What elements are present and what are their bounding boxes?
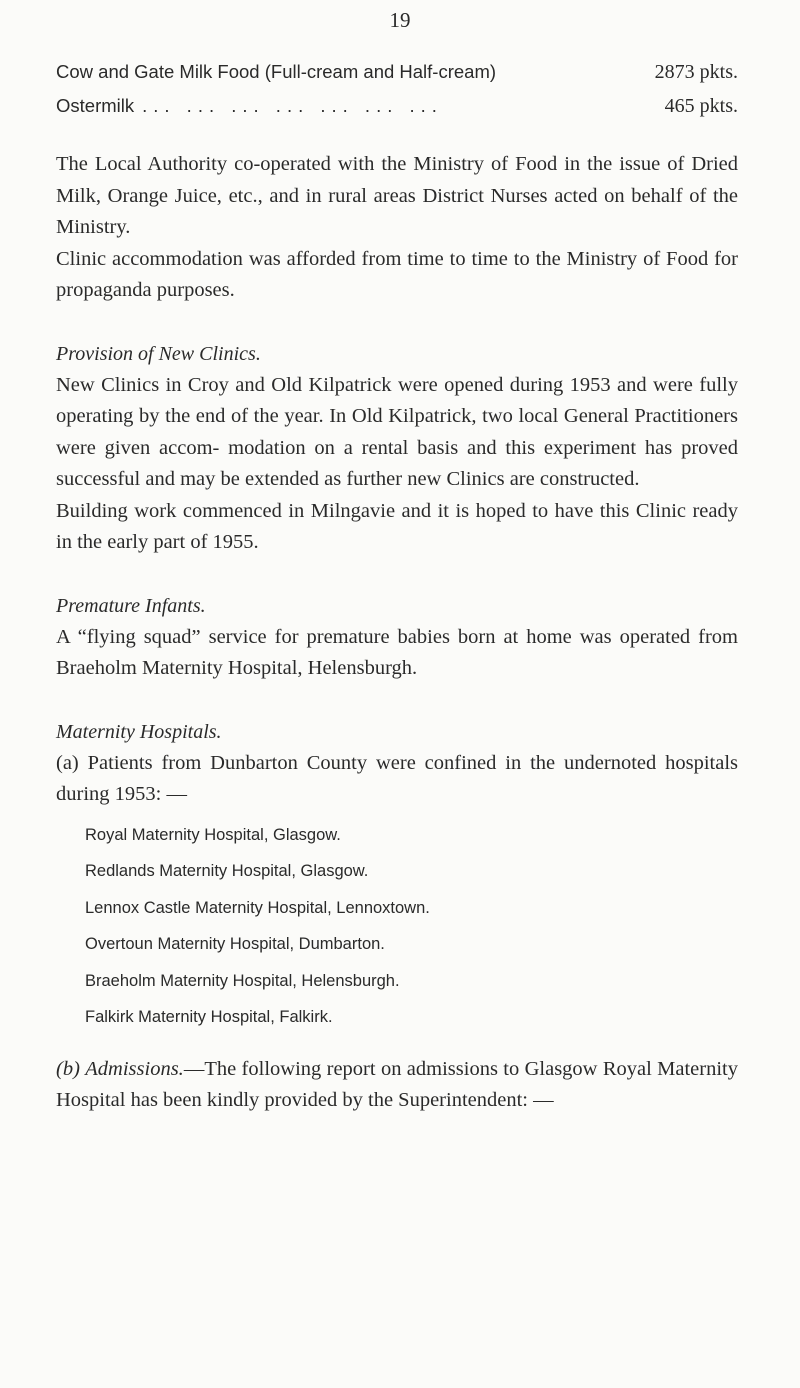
paragraph-a: [56, 748, 738, 811]
list-item: Lennox Castle Maternity Hospital, Lennoxtown.: [85, 898, 430, 917]
list-item: Redlands Maternity Hospital, Glasgow.: [85, 862, 369, 880]
paragraph-text: —The following report on admissions to Glasgow Royal Maternity Hospital has been kindly provided by the Superintendent: —: [56, 1057, 739, 1111]
hospital-list: [85, 817, 738, 1036]
page-content: [56, 55, 738, 1117]
paragraph: Clinic accommodation was afforded from time to time to the Ministry of Food for propaganda purposes.: [56, 247, 738, 301]
supply-leader: ... ... ... ... ... ... ...: [142, 95, 443, 116]
supply-label: Ostermilk: [56, 95, 135, 116]
paragraph-marker: (b): [56, 1057, 80, 1080]
supply-row: [56, 55, 738, 89]
supply-amount: 465 pkts.: [664, 95, 738, 117]
paragraph-text: Patients from Dunbarton County were confined in the undernoted hospitals during 1953: —: [56, 751, 739, 805]
paragraph-marker: (a): [56, 751, 79, 774]
list-item: Falkirk Maternity Hospital, Falkirk.: [85, 1008, 333, 1026]
supply-row: [56, 89, 738, 123]
paragraph: A “flying squad” service for premature babies born at home was operated from Braeholm Maternity Hospital, Helensburgh.: [56, 625, 738, 679]
paragraph: Building work commenced in Milngavie and it is hoped to have this Clinic ready in the early part of 1955.: [56, 499, 738, 553]
section-heading-premature: Premature Infants.: [56, 594, 206, 617]
list-item: Braeholm Maternity Hospital, Helensburgh.: [85, 971, 400, 990]
list-item: Royal Maternity Hospital, Glasgow.: [85, 825, 341, 844]
supply-label: Cow and Gate Milk Food (Full-cream and Half-cream): [56, 61, 497, 82]
paragraph: New Clinics in Croy and Old Kilpatrick were opened during 1953 and were fully operating by the end of the year. In Old Kilpatrick, two local General Practitioners were given accom- modation on a rental basis and this experiment has proved successful and may be extended as further new Clinics are constructed.: [56, 373, 738, 490]
paragraph-heading: Admissions.: [85, 1057, 184, 1080]
supply-amount: 2873 pkts.: [654, 61, 738, 83]
paragraph-b: [56, 1054, 738, 1117]
section-heading-provision: Provision of New Clinics.: [56, 342, 261, 365]
page-number: 19: [389, 8, 411, 32]
section-heading-maternity: Maternity Hospitals.: [56, 720, 222, 743]
list-item: Overtoun Maternity Hospital, Dumbarton.: [85, 935, 385, 953]
ministry-section: [56, 149, 738, 307]
paragraph: The Local Authority co-operated with the Ministry of Food in the issue of Dried Milk, Orange Juice, etc., and in rural areas District Nurses acted on behalf of the Ministry.: [56, 153, 738, 238]
